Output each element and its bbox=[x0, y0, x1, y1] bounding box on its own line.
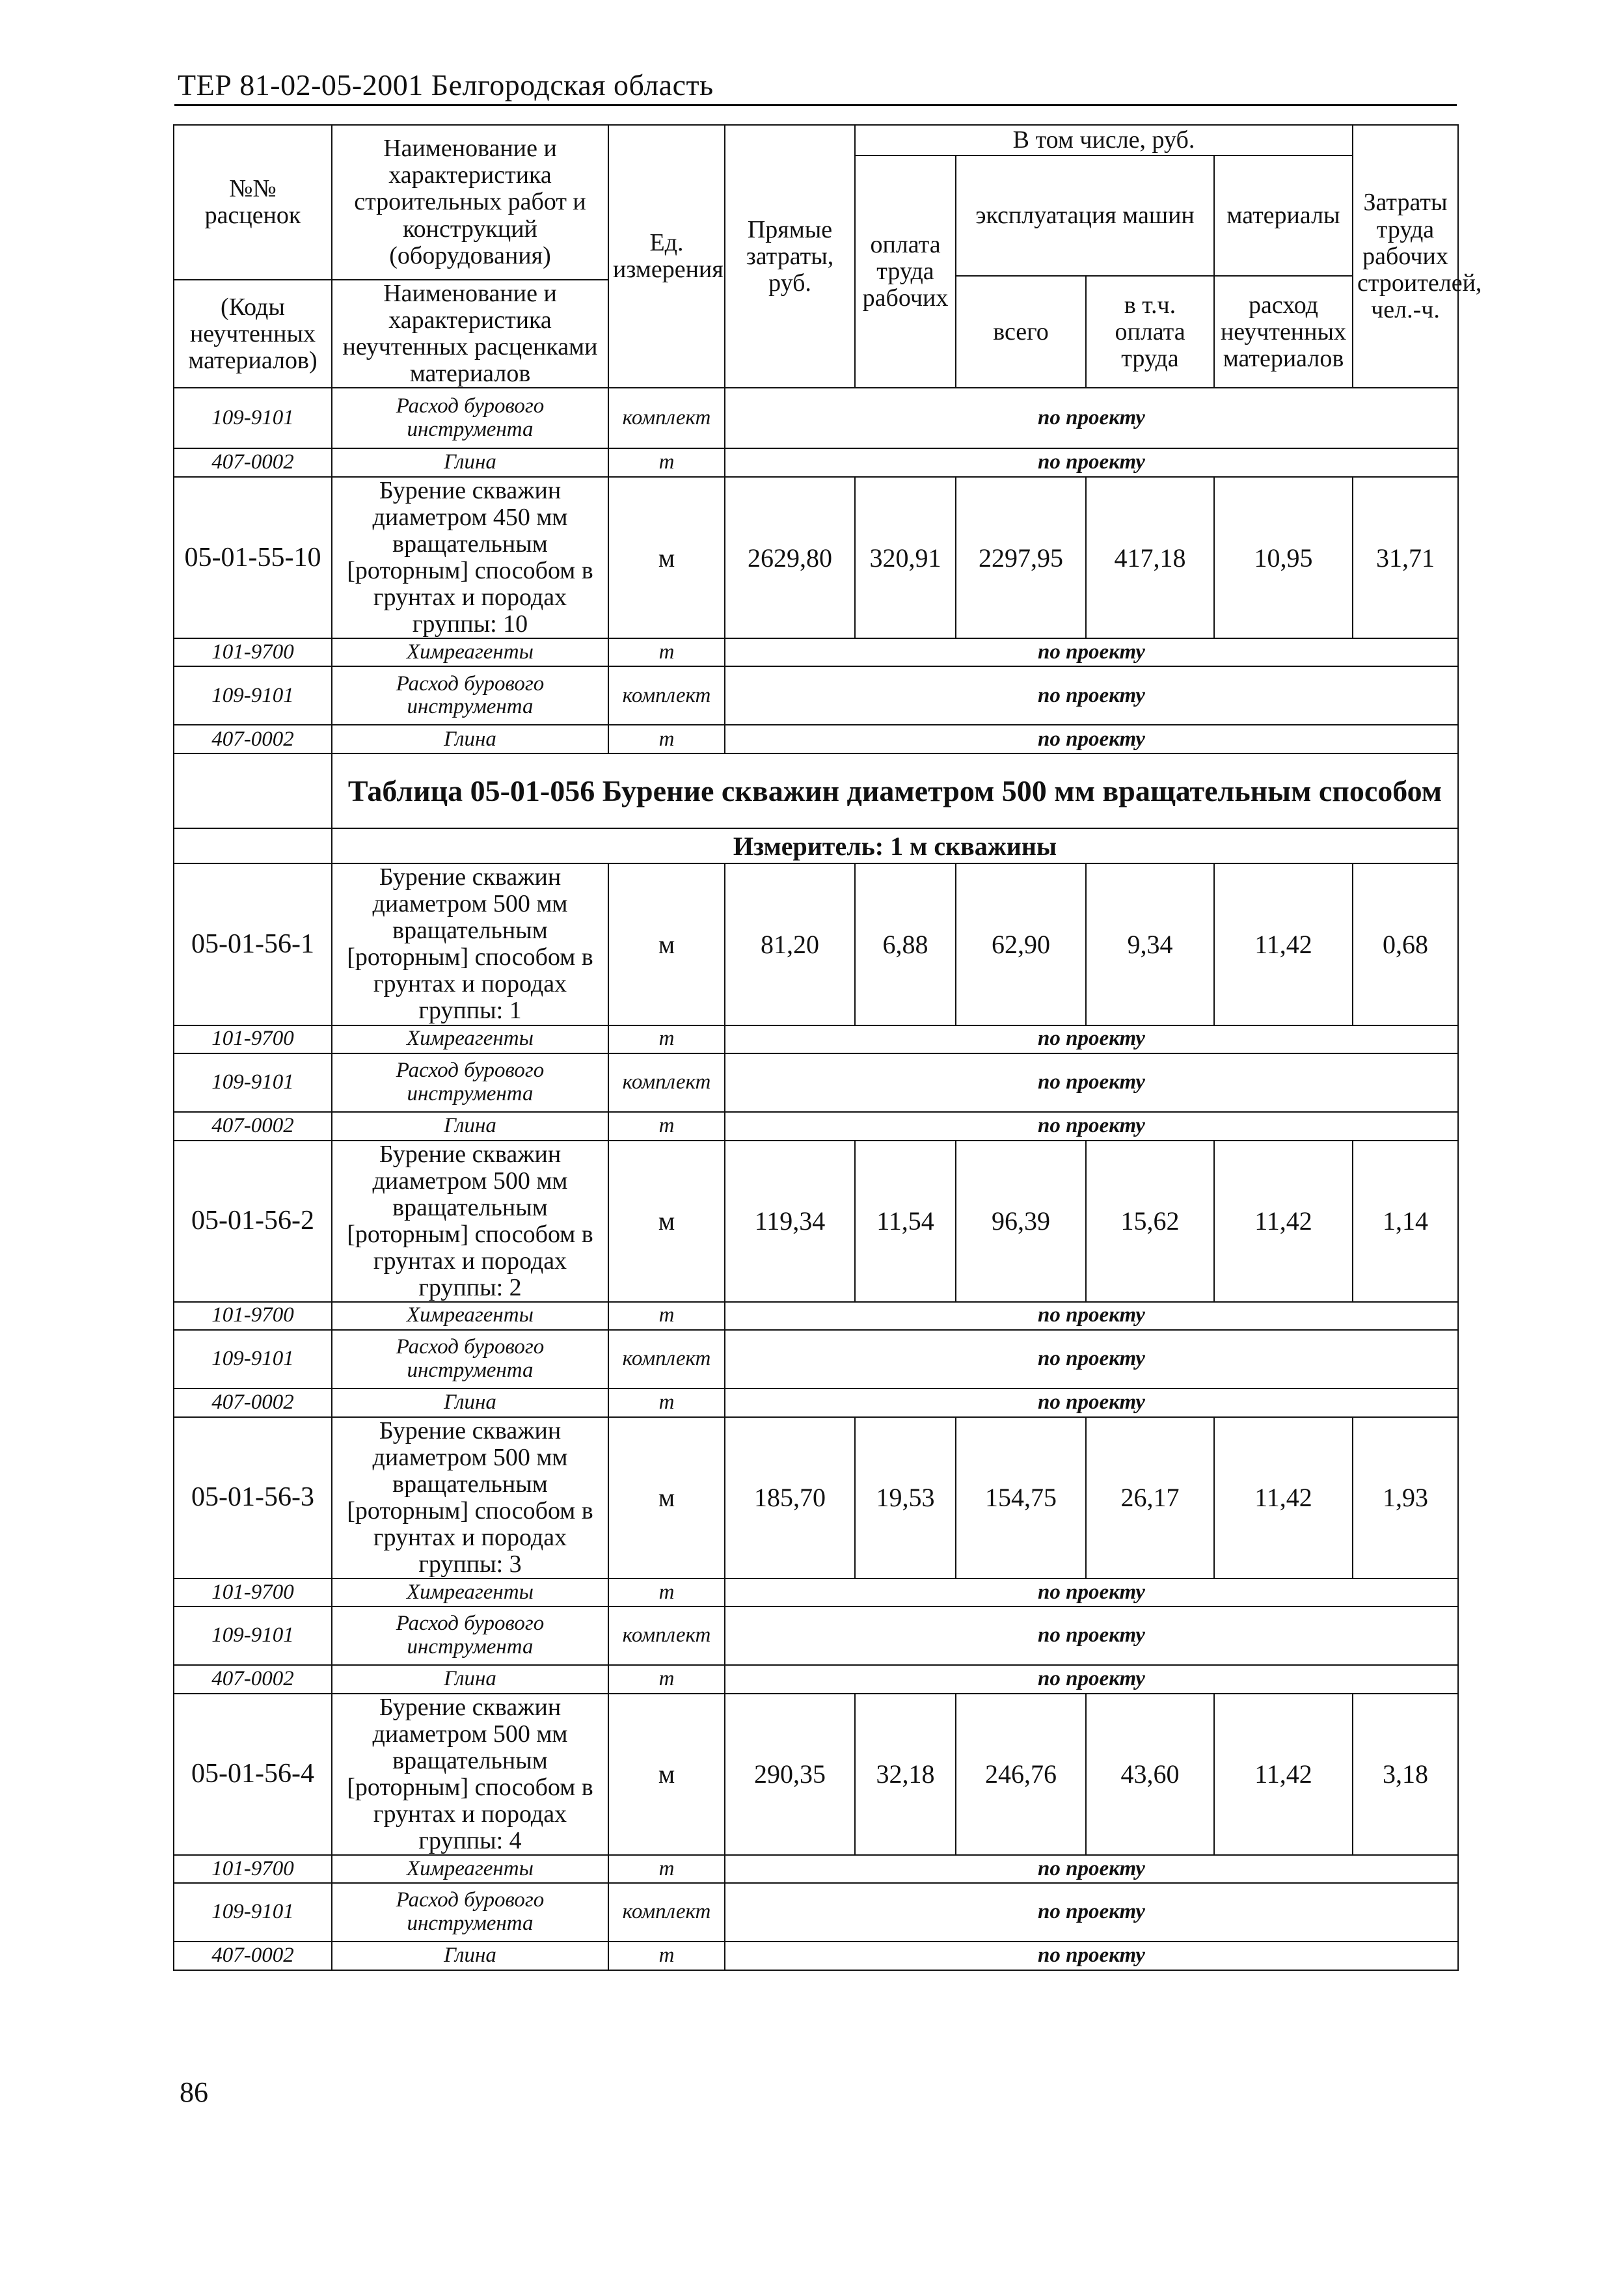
material-note: по проекту bbox=[725, 1606, 1458, 1665]
col-header-name-materials: Наименование и характеристика неучтенных расценками материалов bbox=[332, 280, 608, 388]
material-row bbox=[174, 1665, 1458, 1694]
material-note: по проекту bbox=[725, 725, 1458, 753]
rate-row bbox=[174, 1141, 1458, 1302]
material-unit: комплект bbox=[608, 666, 725, 725]
material-code: 101-9700 bbox=[174, 638, 332, 666]
material-name: Глина bbox=[332, 1112, 608, 1141]
rate-row bbox=[174, 1417, 1458, 1578]
material-note: по проекту bbox=[725, 1942, 1458, 1970]
material-note: по проекту bbox=[725, 1388, 1458, 1417]
material-row bbox=[174, 1606, 1458, 1665]
rate-labor: 3,18 bbox=[1353, 1694, 1458, 1855]
rate-materials: 10,95 bbox=[1214, 477, 1353, 638]
rate-machines: 154,75 bbox=[956, 1417, 1086, 1578]
material-note: по проекту bbox=[725, 388, 1458, 448]
material-note: по проекту bbox=[725, 1112, 1458, 1141]
material-row bbox=[174, 1855, 1458, 1883]
material-name: Расход бурового инструмента bbox=[332, 1883, 608, 1942]
rate-unit: м bbox=[608, 1694, 725, 1855]
rate-unit: м bbox=[608, 1417, 725, 1578]
section-title: Таблица 05-01-056 Бурение скважин диаметром 500 мм вращательным способом bbox=[332, 753, 1458, 828]
material-note: по проекту bbox=[725, 1330, 1458, 1388]
rate-name: Бурение скважин диаметром 500 мм вращательным [роторным] способом в грунтах и породах группы: 2 bbox=[332, 1141, 608, 1302]
material-unit: т bbox=[608, 1388, 725, 1417]
material-name: Глина bbox=[332, 1942, 608, 1970]
rate-materials: 11,42 bbox=[1214, 1141, 1353, 1302]
material-unit: т bbox=[608, 1112, 725, 1141]
col-header-materials: материалы bbox=[1214, 156, 1353, 276]
material-name: Расход бурового инструмента bbox=[332, 1330, 608, 1388]
material-row bbox=[174, 725, 1458, 753]
material-code: 109-9101 bbox=[174, 1330, 332, 1388]
material-note: по проекту bbox=[725, 666, 1458, 725]
rate-unit: м bbox=[608, 1141, 725, 1302]
rate-machines-wage: 15,62 bbox=[1086, 1141, 1214, 1302]
material-unit: т bbox=[608, 448, 725, 477]
material-unit: т bbox=[608, 725, 725, 753]
col-header-materials-unaccounted: расход неучтенных материалов bbox=[1214, 276, 1353, 388]
col-header-unit: Ед. измерения bbox=[608, 125, 725, 388]
rate-code: 05-01-56-1 bbox=[174, 863, 332, 1025]
col-header-machines-total: всего bbox=[956, 276, 1086, 388]
material-note: по проекту bbox=[725, 448, 1458, 477]
material-unit: т bbox=[608, 1578, 725, 1606]
material-row bbox=[174, 1053, 1458, 1112]
rate-row bbox=[174, 1694, 1458, 1855]
rate-wage: 6,88 bbox=[855, 863, 956, 1025]
material-code: 109-9101 bbox=[174, 388, 332, 448]
material-code: 109-9101 bbox=[174, 1883, 332, 1942]
material-name: Химреагенты bbox=[332, 1302, 608, 1330]
material-code: 407-0002 bbox=[174, 725, 332, 753]
rate-machines: 2297,95 bbox=[956, 477, 1086, 638]
col-header-wage: оплата труда рабочих bbox=[855, 156, 956, 388]
material-note: по проекту bbox=[725, 1883, 1458, 1942]
material-code: 101-9700 bbox=[174, 1578, 332, 1606]
rate-materials: 11,42 bbox=[1214, 1417, 1353, 1578]
material-row bbox=[174, 1025, 1458, 1053]
col-header-direct: Прямые затраты, руб. bbox=[725, 125, 855, 388]
material-unit: т bbox=[608, 1665, 725, 1694]
rate-code: 05-01-56-2 bbox=[174, 1141, 332, 1302]
material-note: по проекту bbox=[725, 1665, 1458, 1694]
material-note: по проекту bbox=[725, 1053, 1458, 1112]
material-code: 101-9700 bbox=[174, 1855, 332, 1883]
section-title-row bbox=[174, 753, 1458, 828]
material-code: 407-0002 bbox=[174, 1112, 332, 1141]
material-row bbox=[174, 1112, 1458, 1141]
rate-code: 05-01-56-4 bbox=[174, 1694, 332, 1855]
col-header-name: Наименование и характеристика строительных работ и конструкций (оборудования) bbox=[332, 125, 608, 280]
rate-name: Бурение скважин диаметром 500 мм вращательным [роторным] способом в грунтах и породах группы: 1 bbox=[332, 863, 608, 1025]
rate-code: 05-01-55-10 bbox=[174, 477, 332, 638]
material-row bbox=[174, 1578, 1458, 1606]
rate-machines-wage: 26,17 bbox=[1086, 1417, 1214, 1578]
material-note: по проекту bbox=[725, 638, 1458, 666]
rate-wage: 19,53 bbox=[855, 1417, 956, 1578]
rate-machines-wage: 9,34 bbox=[1086, 863, 1214, 1025]
rate-unit: м bbox=[608, 863, 725, 1025]
material-row bbox=[174, 388, 1458, 448]
material-name: Расход бурового инструмента bbox=[332, 388, 608, 448]
material-name: Расход бурового инструмента bbox=[332, 1053, 608, 1112]
material-row bbox=[174, 1388, 1458, 1417]
material-code: 407-0002 bbox=[174, 448, 332, 477]
material-row bbox=[174, 638, 1458, 666]
section-measure: Измеритель: 1 м скважины bbox=[332, 828, 1458, 863]
material-name: Расход бурового инструмента bbox=[332, 666, 608, 725]
col-header-machines-wage: в т.ч. оплата труда bbox=[1086, 276, 1214, 388]
rate-wage: 32,18 bbox=[855, 1694, 956, 1855]
rate-labor: 0,68 bbox=[1353, 863, 1458, 1025]
rate-labor: 1,14 bbox=[1353, 1141, 1458, 1302]
col-header-machines: эксплуатация машин bbox=[956, 156, 1214, 276]
material-unit: т bbox=[608, 1302, 725, 1330]
material-code: 109-9101 bbox=[174, 1053, 332, 1112]
rate-name: Бурение скважин диаметром 500 мм вращательным [роторным] способом в грунтах и породах группы: 4 bbox=[332, 1694, 608, 1855]
blank-cell bbox=[174, 828, 332, 863]
material-unit: комплект bbox=[608, 1053, 725, 1112]
rate-machines-wage: 43,60 bbox=[1086, 1694, 1214, 1855]
material-name: Глина bbox=[332, 448, 608, 477]
header-rule bbox=[174, 104, 1457, 106]
material-unit: т bbox=[608, 1855, 725, 1883]
page-header-title: ТЕР 81-02-05-2001 Белгородская область bbox=[178, 68, 714, 102]
material-unit: комплект bbox=[608, 1883, 725, 1942]
material-code: 407-0002 bbox=[174, 1665, 332, 1694]
rate-machines: 96,39 bbox=[956, 1141, 1086, 1302]
material-row bbox=[174, 1330, 1458, 1388]
material-code: 407-0002 bbox=[174, 1942, 332, 1970]
material-row bbox=[174, 666, 1458, 725]
material-name: Глина bbox=[332, 1665, 608, 1694]
rate-name: Бурение скважин диаметром 450 мм вращательным [роторным] способом в грунтах и породах группы: 10 bbox=[332, 477, 608, 638]
rate-machines-wage: 417,18 bbox=[1086, 477, 1214, 638]
rate-machines: 246,76 bbox=[956, 1694, 1086, 1855]
material-note: по проекту bbox=[725, 1855, 1458, 1883]
rate-name: Бурение скважин диаметром 500 мм вращательным [роторным] способом в грунтах и породах группы: 3 bbox=[332, 1417, 608, 1578]
material-name: Химреагенты bbox=[332, 1855, 608, 1883]
material-row bbox=[174, 448, 1458, 477]
rate-row bbox=[174, 863, 1458, 1025]
rate-unit: м bbox=[608, 477, 725, 638]
col-header-including: В том числе, руб. bbox=[855, 125, 1353, 156]
material-unit: т bbox=[608, 1025, 725, 1053]
material-row bbox=[174, 1302, 1458, 1330]
material-code: 101-9700 bbox=[174, 1025, 332, 1053]
col-header-labor: Затраты труда рабочих строителей, чел.-ч. bbox=[1353, 125, 1458, 388]
rate-wage: 320,91 bbox=[855, 477, 956, 638]
material-name: Расход бурового инструмента bbox=[332, 1606, 608, 1665]
material-code: 109-9101 bbox=[174, 1606, 332, 1665]
rate-machines: 62,90 bbox=[956, 863, 1086, 1025]
material-code: 109-9101 bbox=[174, 666, 332, 725]
rate-code: 05-01-56-3 bbox=[174, 1417, 332, 1578]
rate-direct: 119,34 bbox=[725, 1141, 855, 1302]
measure-row bbox=[174, 828, 1458, 863]
material-row bbox=[174, 1942, 1458, 1970]
material-unit: комплект bbox=[608, 388, 725, 448]
material-unit: комплект bbox=[608, 1330, 725, 1388]
material-name: Химреагенты bbox=[332, 638, 608, 666]
blank-cell bbox=[174, 753, 332, 828]
rate-direct: 185,70 bbox=[725, 1417, 855, 1578]
rate-labor: 31,71 bbox=[1353, 477, 1458, 638]
material-row bbox=[174, 1883, 1458, 1942]
rate-materials: 11,42 bbox=[1214, 1694, 1353, 1855]
col-header-num: №№ расценок bbox=[174, 125, 332, 280]
material-unit: т bbox=[608, 1942, 725, 1970]
rate-row bbox=[174, 477, 1458, 638]
material-name: Химреагенты bbox=[332, 1025, 608, 1053]
col-header-codes: (Коды неучтенных материалов) bbox=[174, 280, 332, 388]
rate-materials: 11,42 bbox=[1214, 863, 1353, 1025]
material-note: по проекту bbox=[725, 1302, 1458, 1330]
material-name: Химреагенты bbox=[332, 1578, 608, 1606]
material-name: Глина bbox=[332, 725, 608, 753]
material-unit: комплект bbox=[608, 1606, 725, 1665]
material-note: по проекту bbox=[725, 1025, 1458, 1053]
material-note: по проекту bbox=[725, 1578, 1458, 1606]
rate-direct: 2629,80 bbox=[725, 477, 855, 638]
rate-direct: 290,35 bbox=[725, 1694, 855, 1855]
rate-direct: 81,20 bbox=[725, 863, 855, 1025]
material-code: 101-9700 bbox=[174, 1302, 332, 1330]
material-name: Глина bbox=[332, 1388, 608, 1417]
material-code: 407-0002 bbox=[174, 1388, 332, 1417]
rate-wage: 11,54 bbox=[855, 1141, 956, 1302]
material-unit: т bbox=[608, 638, 725, 666]
page-number: 86 bbox=[180, 2076, 208, 2108]
rates-table bbox=[173, 124, 1482, 1971]
rate-labor: 1,93 bbox=[1353, 1417, 1458, 1578]
